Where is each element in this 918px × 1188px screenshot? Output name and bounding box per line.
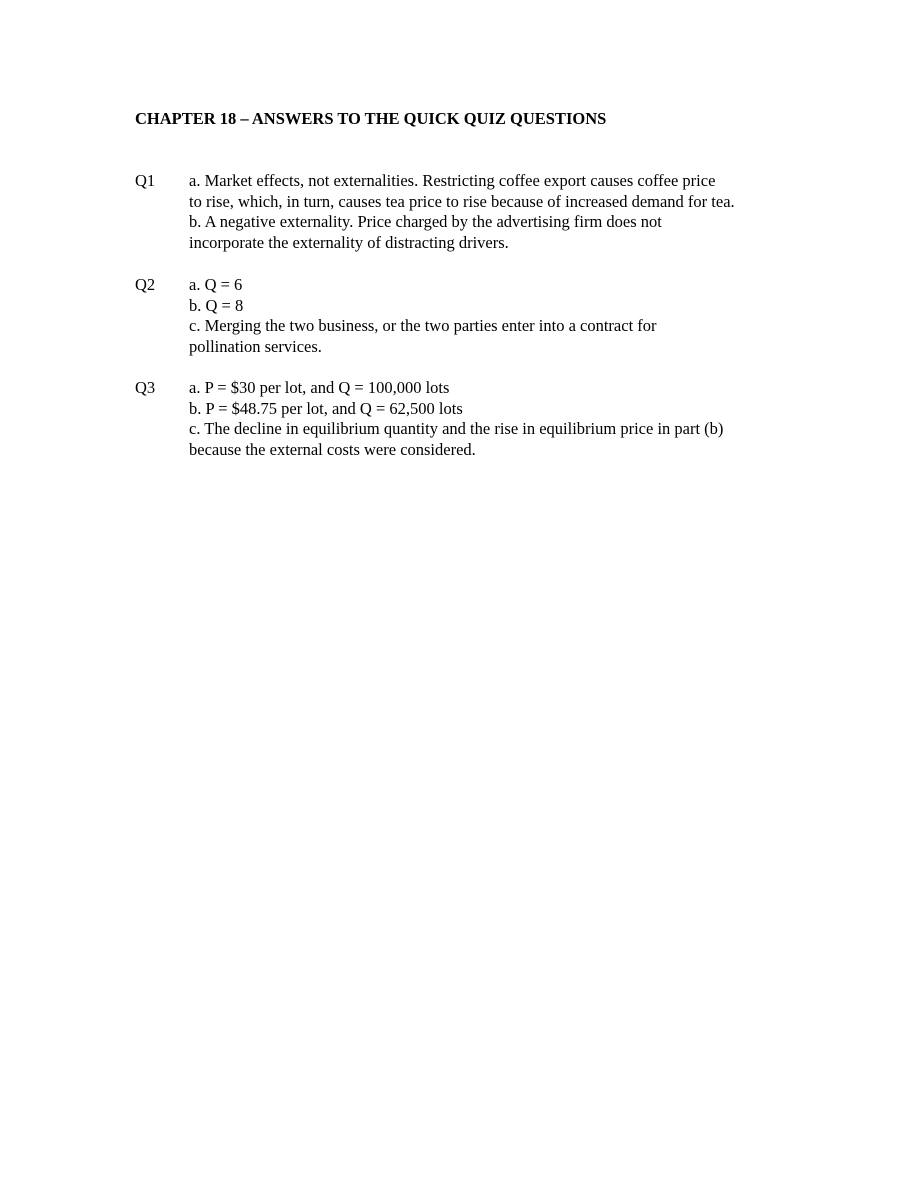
answer-body [189,275,815,358]
page-title: CHAPTER 18 – ANSWERS TO THE QUICK QUIZ QUESTIONS [135,109,607,128]
answer-line: incorporate the externality of distracting drivers. [189,233,509,253]
question-label: Q1 [135,171,156,190]
answer-line: to rise, which, in turn, causes tea price to rise because of increased demand for tea. [189,191,735,211]
answer-body [189,171,815,254]
answer-line: because the external costs were considered. [189,440,476,460]
answer-line: c. Merging the two business, or the two parties enter into a contract for [189,316,657,336]
answer-body [189,378,815,461]
answer-line: b. A negative externality. Price charged by the advertising firm does not [189,212,662,232]
answer-line: c. The decline in equilibrium quantity and the rise in equilibrium price in part (b) [189,419,724,439]
answer-line: b. Q = 8 [189,295,244,315]
question-label: Q2 [135,275,156,294]
answer-line: a. Market effects, not externalities. Restricting coffee export causes coffee price [189,171,716,190]
answer-line: pollination services. [189,337,322,357]
answer-line: a. P = $30 per lot, and Q = 100,000 lots [189,378,450,397]
question-label: Q3 [135,378,156,397]
answer-line: b. P = $48.75 per lot, and Q = 62,500 lots [189,398,463,418]
answer-line: a. Q = 6 [189,275,243,294]
